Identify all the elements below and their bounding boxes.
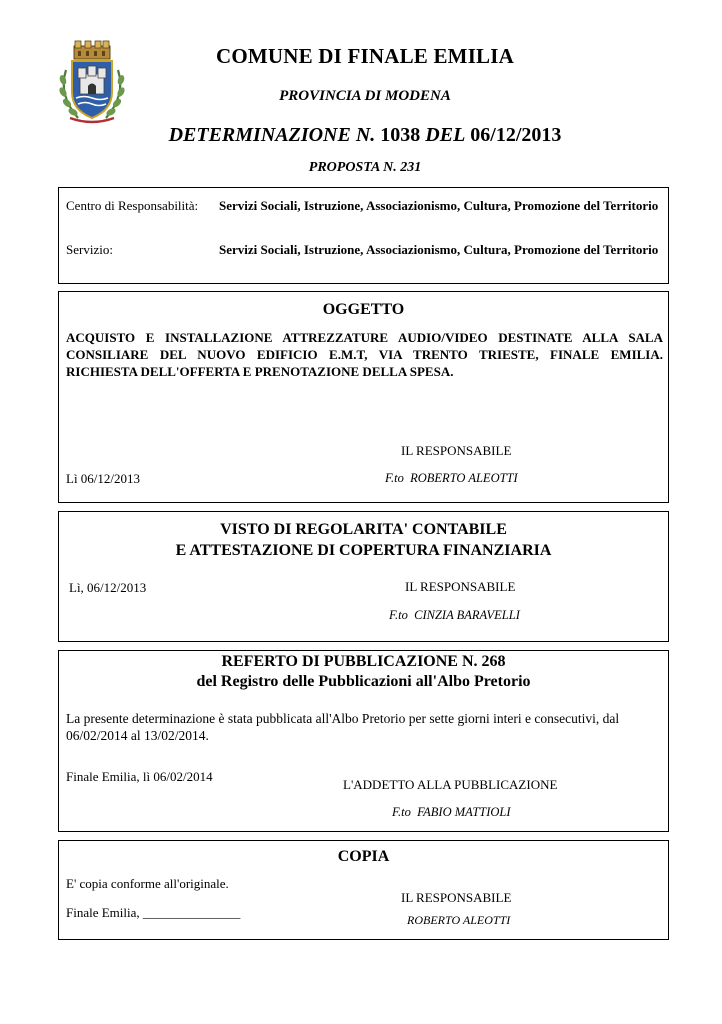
province-subtitle: PROVINCIA DI MODENA (279, 88, 451, 104)
publication-heading-1: REFERTO DI PUBBLICAZIONE N. 268 (221, 653, 506, 670)
publication-signature: F.to FABIO MATTIOLI (392, 805, 511, 819)
subject-signature: F.to ROBERTO ALEOTTI (385, 471, 518, 485)
publication-text: La presente determinazione è stata pubblicata all'Albo Pretorio per sette giorni interi e consecutivi, dal 06/02/2014 al 13/02/2014. (66, 711, 620, 743)
determination-del: DEL (425, 124, 466, 146)
proposal-number: PROPOSTA N. 231 (308, 160, 422, 175)
copy-text: E' copia conforme all'originale. (66, 876, 229, 891)
centro-label: Centro di Responsabilità: (66, 198, 199, 213)
subject-text: ACQUISTO E INSTALLAZIONE ATTREZZATURE AUDIO/VIDEO DESTINATE ALLA SALA CONSILIARE DEL NUOVO EDIFICIO E.M.T, VIA TRENTO TRIESTE, FINALE EMILIA. RICHIESTA DELL'OFFERTA E PRENOTAZIONE DELLA SPESA. (66, 330, 663, 379)
subject-date: Lì 06/12/2013 (66, 471, 141, 486)
copy-signature: ROBERTO ALEOTTI (407, 913, 511, 927)
centro-value: Servizi Sociali, Istruzione, Associazionismo, Cultura, Promozione del Territorio (219, 198, 659, 213)
copy-heading: COPIA (337, 848, 390, 865)
determination-number: 1038 (380, 124, 421, 146)
publication-heading-2: del Registro delle Pubblicazioni all'Albo Pretorio (196, 673, 531, 690)
determination-prefix: DETERMINAZIONE N. (168, 124, 376, 146)
coat-of-arms (56, 40, 128, 126)
determination-title (110, 124, 620, 147)
publication-date: Finale Emilia, lì 06/02/2014 (66, 769, 213, 784)
subject-heading: OGGETTO (322, 301, 405, 318)
accounting-date: Lì, 06/12/2013 (69, 580, 147, 595)
subject-responsabile-label: IL RESPONSABILE (401, 443, 512, 458)
copy-responsabile-label: IL RESPONSABILE (401, 890, 512, 905)
copy-box (58, 840, 669, 940)
accounting-signature: F.to CINZIA BARAVELLI (389, 608, 520, 622)
servizio-label: Servizio: (66, 242, 113, 257)
publication-box (58, 650, 669, 832)
accounting-box (58, 511, 669, 642)
subject-box (58, 291, 669, 503)
determination-date: 06/12/2013 (470, 124, 562, 146)
accounting-heading-1: VISTO DI REGOLARITA' CONTABILE (220, 521, 507, 538)
accounting-responsabile-label: IL RESPONSABILE (405, 579, 516, 594)
accounting-heading-2: E ATTESTAZIONE DI COPERTURA FINANZIARIA (175, 542, 552, 559)
copy-place: Finale Emilia, _______________ (66, 905, 241, 920)
servizio-value: Servizi Sociali, Istruzione, Associazionismo, Cultura, Promozione del Territorio (219, 242, 659, 257)
responsibility-box (58, 187, 669, 284)
publication-addetto-label: L'ADDETTO ALLA PUBBLICAZIONE (343, 777, 558, 792)
municipality-title: COMUNE DI FINALE EMILIA (215, 44, 515, 68)
